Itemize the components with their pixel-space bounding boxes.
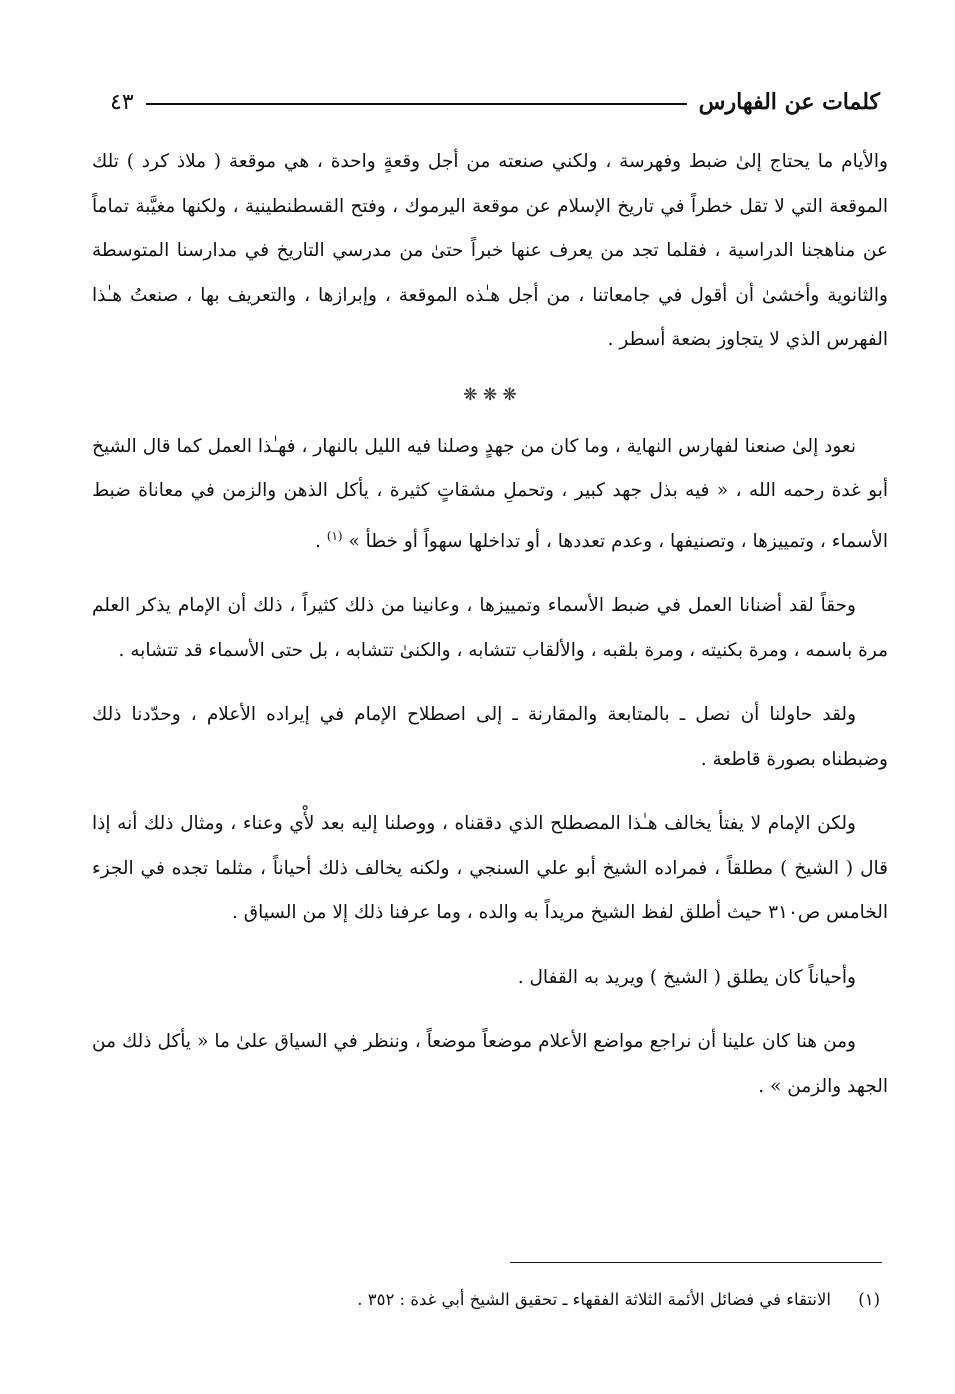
paragraph-6: وأحياناً كان يطلق ( الشيخ ) ويريد به القفال . [517, 966, 856, 988]
header-rule [146, 103, 687, 105]
paragraph-3: وحقاً لقد أضنانا العمل في ضبط الأسماء وتمييزها ، وعانينا من ذلك كثيراً ، ذلك أن الإمام يذكر العلم مرة باسمه ، ومرة بكنيته ، ومرة بلقبه ، والألقاب تتشابه ، والكنىٰ تتشابه ، بل حتى الأسماء قد تتشابه . [92, 595, 888, 661]
paragraph-gap [92, 564, 888, 584]
section-separator: ❋ ❋ ❋ [463, 384, 517, 405]
footnote-rule [510, 1262, 882, 1263]
paragraph-gap [92, 782, 888, 802]
paragraph-gap [92, 673, 888, 693]
footnote-text: الانتقاء في فضائل الأئمة الثلاثة الفقهاء ـ تحقيق الشيخ أبي غدة : ٣٥٢ . [357, 1290, 831, 1309]
paragraph-2-text: نعود إلىٰ صنعنا لفهارس النهاية ، وما كان من جهدٍ وصلنا فيه الليل بالنهار ، فهـٰذا العمل كما قال الشيخ أبو غدة رحمه الله ، « فيه بذل جهد كبير ، وتحملِ مشقاتٍ كثيرة ، يأكل الذهن والزمن في معاناة ضبط الأسماء ، وتمييزها ، وتصنيفها ، وعدم تعددها ، أو تداخلها سهواً أو خطأ » [92, 435, 888, 552]
footnote [200, 1290, 880, 1309]
page-number: ٤٣ [110, 89, 134, 115]
paragraph-7: ومن هنا كان علينا أن نراجع مواضع الأعلام موضعاً موضعاً ، وننظر في السياق علىٰ ما « يأكل ذلك من الجهد والزمن » . [92, 1031, 888, 1097]
running-header [110, 80, 880, 124]
paragraph-2-end: . [315, 530, 327, 552]
header-title: كلمات عن الفهارس [698, 89, 880, 115]
paragraph-4: ولقد حاولنا أن نصل ـ بالمتابعة والمقارنة ـ إلى اصطلاح الإمام في إيراده الأعلام ، وحدّدنا ذلك وضبطناه بصورة قاطعة . [92, 704, 888, 770]
paragraph-gap [92, 936, 888, 956]
body-text [92, 140, 888, 1109]
paragraph-gap [92, 1000, 888, 1020]
paragraph-5: ولكن الإمام لا يفتأ يخالف هـٰذا المصطلح الذي دققناه ، ووصلنا إليه بعد لأْي وعناء ، ومثال ذلك أنه إذا قال ( الشيخ ) مطلقاً ، فمراده الشيخ أبو علي السنجي ، ولكنه يخالف ذلك أحياناً ، مثلما تجده في الجزء الخامس ص٣١٠ حيث أطلق لفظ الشيخ مريداً به والده ، وما عرفنا ذلك إلا من السياق . [92, 813, 888, 924]
footnote-reference: (١) [326, 528, 343, 543]
footnote-number: (١) [858, 1290, 880, 1309]
paragraph-1: والأيام ما يحتاج إلىٰ ضبط وفهرسة ، ولكني صنعته من أجل وقعةٍ واحدة ، هي موقعة ( ملاذ كرد ) تلك الموقعة التي لا تقل خطراً في تاريخ الإسلام عن موقعة اليرموك ، وفتح القسطنطينية ، ولكنها مغيَّبة تماماً عن مناهجنا الدراسية ، فقلما تجد من يعرف عنها خبراً حتىٰ من مدرسي التاريخ في مدارسنا المتوسطة والثانوية وأخشىٰ أن أقول في جامعاتنا ، من أجل هـٰذه الموقعة ، وإبرازها ، والتعريف بها ، صنعتُ هـٰذا الفهرس الذي لا يتجاوز بضعة أسطر . [92, 151, 888, 350]
paragraph-2 [92, 425, 888, 565]
